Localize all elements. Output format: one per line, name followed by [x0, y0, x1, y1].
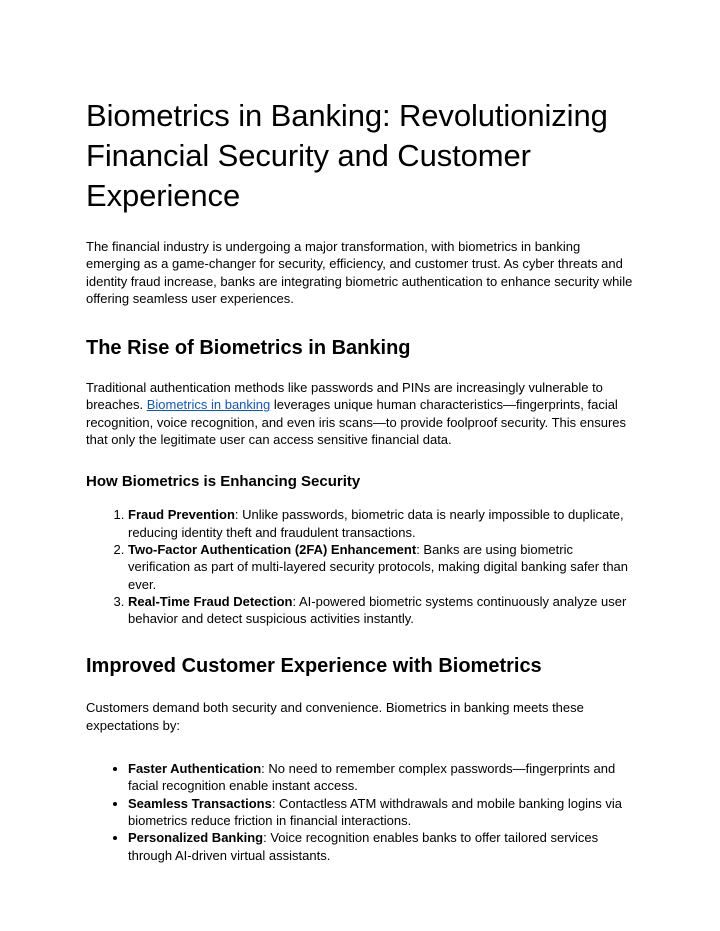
list-item — [128, 795, 634, 830]
list-item — [128, 593, 634, 628]
list-item-text: : No need to remember complex passwords—fingerprints and facial recognition enable instant access. — [128, 761, 616, 794]
experience-paragraph: Customers demand both security and convenience. Biometrics in banking meets these expectations by: — [86, 700, 584, 733]
list-item-term: Personalized Banking — [128, 830, 264, 846]
list-item-text: : Contactless ATM withdrawals and mobile banking logins via biometrics reduce friction in financial interactions. — [128, 795, 623, 828]
list-item-text: : Unlike passwords, biometric data is nearly impossible to duplicate, reducing identity theft and fraudulent transactions. — [128, 507, 624, 540]
list-item-text: : Voice recognition enables banks to offer tailored services through AI-driven virtual assistants. — [128, 830, 599, 863]
list-item-term: Real-Time Fraud Detection — [128, 593, 293, 609]
section-heading-security: How Biometrics is Enhancing Security — [86, 473, 361, 491]
rise-text-after-link: leverages unique human characteristics—fingerprints, facial recognition, voice recognition, and even iris scans—to provide foolproof security. This ensures that only the legitimate user can access sensitive financial data. — [86, 397, 627, 448]
experience-list — [86, 760, 634, 864]
section-heading-experience: Improved Customer Experience with Biometrics — [86, 655, 542, 678]
list-item-text: : AI-powered biometric systems continuously analyze user behavior and detect suspicious activities instantly. — [128, 593, 627, 627]
list-item-term: Two-Factor Authentication (2FA) Enhancement — [128, 541, 417, 557]
list-item-term: Fraud Prevention — [128, 507, 235, 523]
list-item — [128, 541, 634, 593]
page-title: Biometrics in Banking: Revolutionizing Financial Security and Customer Experience — [86, 98, 608, 213]
list-item — [128, 760, 634, 795]
list-item-term: Seamless Transactions — [128, 795, 272, 811]
list-item-text: : Banks are using biometric verification as part of multi-layered security protocols, making digital banking safer than ever. — [128, 541, 629, 592]
rise-paragraph — [86, 379, 634, 448]
security-list — [86, 506, 634, 627]
list-item — [128, 506, 634, 541]
list-item — [128, 829, 634, 864]
section-heading-rise: The Rise of Biometrics in Banking — [86, 337, 411, 360]
list-item-term: Faster Authentication — [128, 761, 262, 777]
biometrics-in-banking-link[interactable]: Biometrics in banking — [146, 397, 271, 413]
intro-paragraph: The financial industry is undergoing a major transformation, with biometrics in banking emerging as a game-changer for security, efficiency, and customer trust. As cyber threats and identity fraud increase, banks are integrating biometric authentication to enhance security while offering seamless user experiences. — [86, 239, 633, 306]
rise-text-before-link: Traditional authentication methods like passwords and PINs are increasingly vulnerable to breaches. — [86, 380, 603, 413]
